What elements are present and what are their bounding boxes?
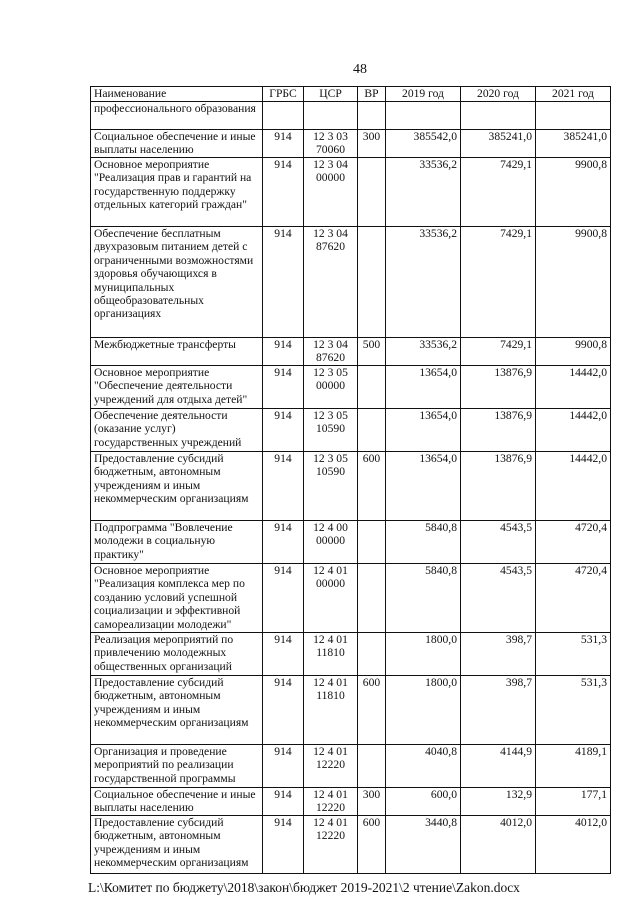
cell-y2020: 4543,5 <box>461 564 536 633</box>
cell-vr <box>358 633 386 676</box>
cell-y2019: 13654,0 <box>386 409 461 452</box>
cell-grbs: 914 <box>263 158 304 227</box>
cell-y2019: 5840,8 <box>386 521 461 564</box>
cell-y2019: 4040,8 <box>386 745 461 788</box>
cell-y2020: 13876,9 <box>461 366 536 409</box>
cell-y2020: 7429,1 <box>461 158 536 227</box>
cell-y2021: 4720,4 <box>536 564 611 633</box>
cell-y2019: 5840,8 <box>386 564 461 633</box>
table-row <box>91 102 611 130</box>
cell-y2021: 14442,0 <box>536 452 611 521</box>
cell-y2021: 4189,1 <box>536 745 611 788</box>
cell-grbs: 914 <box>263 788 304 816</box>
cell-csr: 12 3 04 87620 <box>304 227 358 338</box>
cell-grbs: 914 <box>263 816 304 874</box>
table-row <box>91 788 611 816</box>
cell-grbs: 914 <box>263 676 304 745</box>
cell-y2021: 4012,0 <box>536 816 611 874</box>
cell-csr: 12 4 01 00000 <box>304 564 358 633</box>
cell-csr: 12 4 01 12220 <box>304 745 358 788</box>
cell-y2019: 1800,0 <box>386 633 461 676</box>
cell-y2020: 4543,5 <box>461 521 536 564</box>
cell-y2021: 14442,0 <box>536 409 611 452</box>
cell-name: Социальное обеспечение и иные выплаты населению <box>91 130 263 158</box>
cell-csr: 12 4 01 11810 <box>304 676 358 745</box>
header-grbs: ГРБС <box>263 87 304 102</box>
cell-y2019: 33536,2 <box>386 338 461 366</box>
table-row <box>91 338 611 366</box>
table-row <box>91 521 611 564</box>
cell-name: Межбюджетные трансферты <box>91 338 263 366</box>
cell-csr: 12 3 04 87620 <box>304 338 358 366</box>
cell-vr <box>358 227 386 338</box>
cell-name: Организация и проведение мероприятий по реализации государственной программы <box>91 745 263 788</box>
cell-csr: 12 3 05 10590 <box>304 409 358 452</box>
cell-vr <box>358 521 386 564</box>
table-row <box>91 366 611 409</box>
cell-y2020: 7429,1 <box>461 338 536 366</box>
cell-y2020: 398,7 <box>461 676 536 745</box>
page-number: 48 <box>353 62 367 77</box>
cell-y2020: 7429,1 <box>461 227 536 338</box>
cell-csr: 12 3 03 70060 <box>304 130 358 158</box>
table-row <box>91 816 611 874</box>
cell-csr: 12 3 05 10590 <box>304 452 358 521</box>
cell-name: Основное мероприятие "Реализация комплекса мер по созданию условий успешной социализации и эффективной самореализации молодежи" <box>91 564 263 633</box>
cell-y2019: 33536,2 <box>386 158 461 227</box>
cell-y2019: 600,0 <box>386 788 461 816</box>
cell-vr: 300 <box>358 788 386 816</box>
cell-vr: 300 <box>358 130 386 158</box>
cell-csr: 12 4 01 11810 <box>304 633 358 676</box>
header-2020: 2020 год <box>461 87 536 102</box>
cell-y2021: 531,3 <box>536 633 611 676</box>
cell-y2020: 398,7 <box>461 633 536 676</box>
cell-vr <box>358 564 386 633</box>
cell-y2021: 385241,0 <box>536 130 611 158</box>
cell-y2020: 4012,0 <box>461 816 536 874</box>
cell-y2019: 1800,0 <box>386 676 461 745</box>
cell-name: Предоставление субсидий бюджетным, автономным учреждениям и иным некоммерческим организациям <box>91 676 263 745</box>
cell-vr <box>358 158 386 227</box>
cell-grbs: 914 <box>263 130 304 158</box>
cell-y2020: 4144,9 <box>461 745 536 788</box>
cell-y2021: 9900,8 <box>536 158 611 227</box>
file-path-footer: L:\Комитет по бюджету\2018\закон\бюджет 2019-2021\2 чтение\Zakon.docx <box>88 880 520 895</box>
cell-y2021: 9900,8 <box>536 227 611 338</box>
cell-vr <box>358 102 386 130</box>
table-row <box>91 452 611 521</box>
cell-grbs: 914 <box>263 366 304 409</box>
cell-name: Предоставление субсидий бюджетным, автономным учреждениям и иным некоммерческим организациям <box>91 452 263 521</box>
cell-y2021: 14442,0 <box>536 366 611 409</box>
cell-csr: 12 4 01 12220 <box>304 788 358 816</box>
cell-grbs: 914 <box>263 452 304 521</box>
cell-grbs: 914 <box>263 227 304 338</box>
cell-y2021: 4720,4 <box>536 521 611 564</box>
cell-grbs: 914 <box>263 521 304 564</box>
cell-grbs <box>263 102 304 130</box>
table-row <box>91 158 611 227</box>
cell-grbs: 914 <box>263 409 304 452</box>
cell-vr: 500 <box>358 338 386 366</box>
header-name: Наименование <box>91 87 263 102</box>
cell-name: Основное мероприятие "Обеспечение деятельности учреждений для отдыха детей" <box>91 366 263 409</box>
table-row <box>91 564 611 633</box>
cell-name: Предоставление субсидий бюджетным, автономным учреждениям и иным некоммерческим организациям <box>91 816 263 874</box>
header-2021: 2021 год <box>536 87 611 102</box>
table-row <box>91 633 611 676</box>
cell-y2020 <box>461 102 536 130</box>
cell-y2020: 385241,0 <box>461 130 536 158</box>
cell-csr: 12 4 00 00000 <box>304 521 358 564</box>
cell-y2019: 33536,2 <box>386 227 461 338</box>
cell-y2019: 13654,0 <box>386 452 461 521</box>
cell-y2020: 13876,9 <box>461 452 536 521</box>
cell-y2020: 13876,9 <box>461 409 536 452</box>
cell-y2021 <box>536 102 611 130</box>
cell-y2021: 531,3 <box>536 676 611 745</box>
cell-name: Социальное обеспечение и иные выплаты населению <box>91 788 263 816</box>
cell-csr: 12 3 05 00000 <box>304 366 358 409</box>
cell-grbs: 914 <box>263 633 304 676</box>
cell-vr <box>358 366 386 409</box>
cell-grbs: 914 <box>263 338 304 366</box>
cell-vr: 600 <box>358 676 386 745</box>
table-header-row <box>91 87 611 102</box>
header-vr: ВР <box>358 87 386 102</box>
cell-name: Основное мероприятие "Реализация прав и гарантий на государственную поддержку отдельных категорий граждан" <box>91 158 263 227</box>
table-row <box>91 130 611 158</box>
cell-name: Обеспечение бесплатным двухразовым питанием детей с ограниченными возможностями здоровья обучающихся в муниципальных общеобразовательных организациях <box>91 227 263 338</box>
table-row <box>91 409 611 452</box>
cell-csr: 12 4 01 12220 <box>304 816 358 874</box>
cell-y2019: 385542,0 <box>386 130 461 158</box>
cell-name: Обеспечение деятельности (оказание услуг) государственных учреждений <box>91 409 263 452</box>
cell-y2021: 9900,8 <box>536 338 611 366</box>
cell-name: Реализация мероприятий по привлечению молодежных общественных организаций <box>91 633 263 676</box>
cell-vr: 600 <box>358 816 386 874</box>
table-row <box>91 676 611 745</box>
header-csr: ЦСР <box>304 87 358 102</box>
table-row <box>91 745 611 788</box>
cell-grbs: 914 <box>263 745 304 788</box>
cell-vr <box>358 409 386 452</box>
cell-y2020: 132,9 <box>461 788 536 816</box>
table-row <box>91 227 611 338</box>
cell-csr <box>304 102 358 130</box>
cell-csr: 12 3 04 00000 <box>304 158 358 227</box>
cell-vr <box>358 745 386 788</box>
cell-grbs: 914 <box>263 564 304 633</box>
cell-y2019 <box>386 102 461 130</box>
cell-name: профессионального образования <box>91 102 263 130</box>
cell-y2019: 3440,8 <box>386 816 461 874</box>
cell-y2019: 13654,0 <box>386 366 461 409</box>
cell-vr: 600 <box>358 452 386 521</box>
cell-name: Подпрограмма "Вовлечение молодежи в социальную практику" <box>91 521 263 564</box>
budget-table <box>90 86 611 874</box>
cell-y2021: 177,1 <box>536 788 611 816</box>
header-2019: 2019 год <box>386 87 461 102</box>
